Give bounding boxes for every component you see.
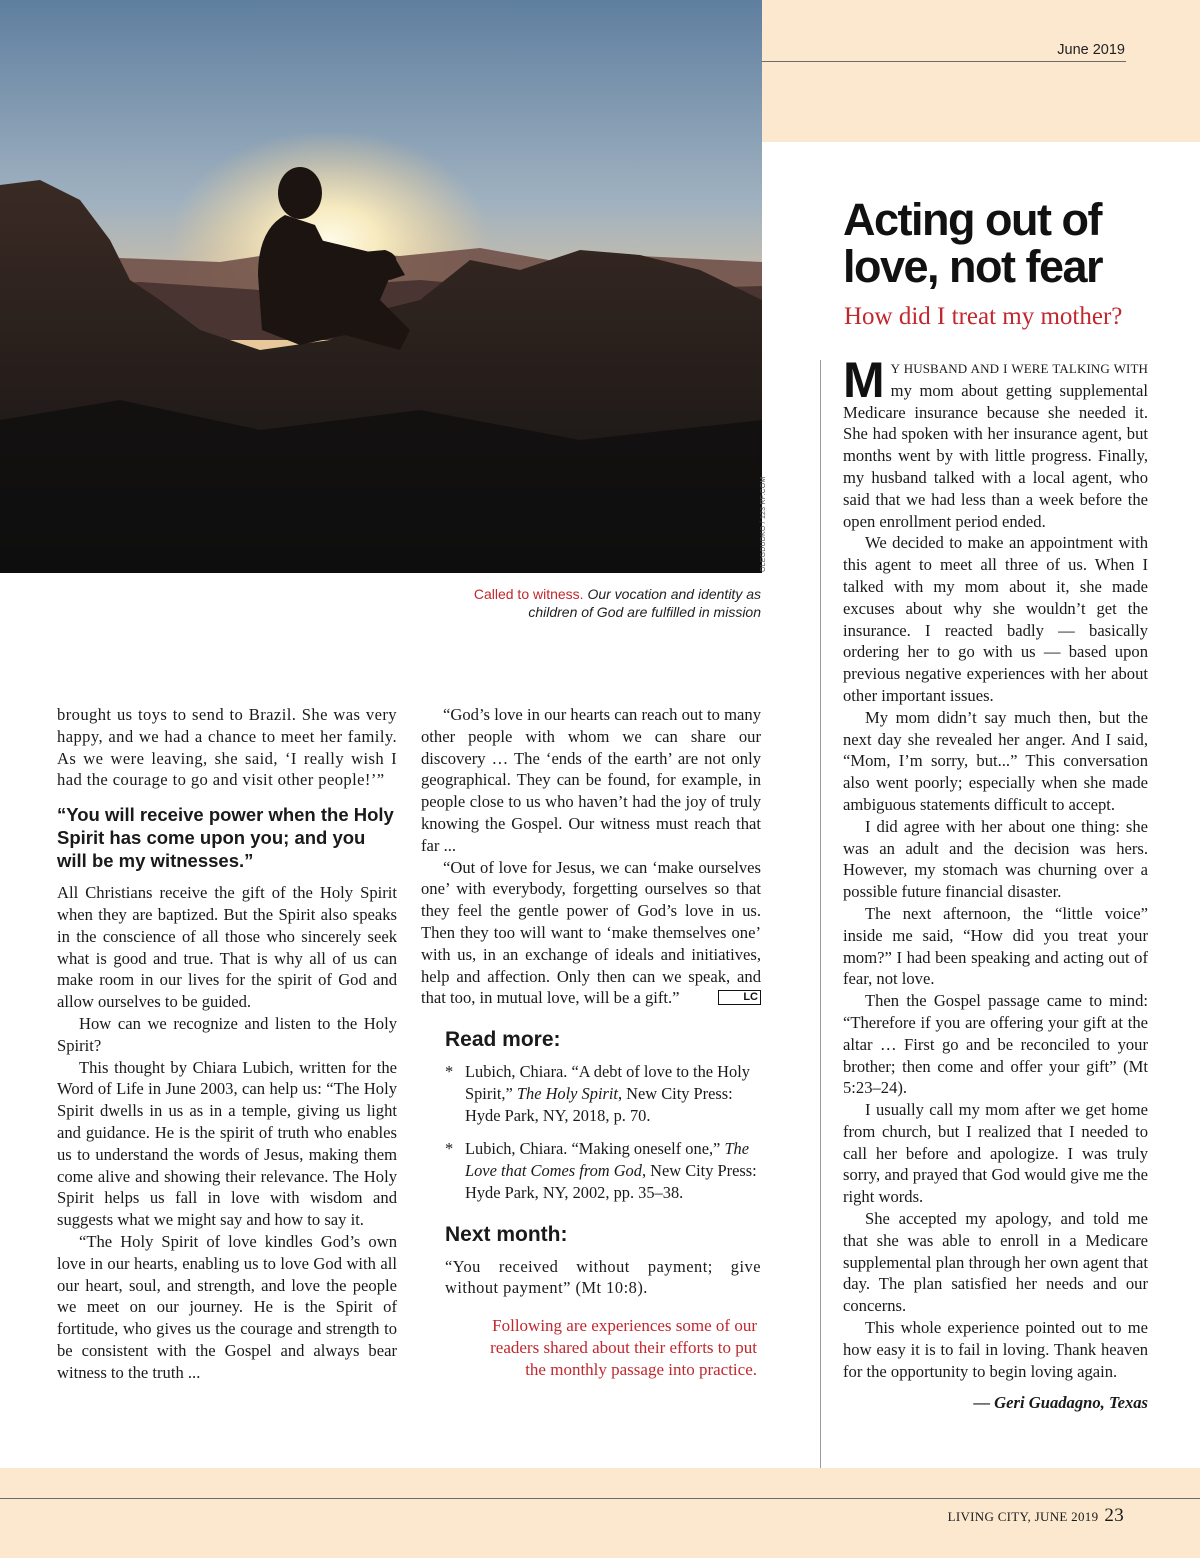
story-paragraph: I usually call my mom after we get home from church, but I realized that I needed to call her before and apologize. I was truly sorry, and prayed that God would give me the right words. — [843, 1100, 1148, 1207]
reference-item — [445, 1138, 761, 1203]
header-rule — [762, 61, 1126, 62]
column-divider — [820, 360, 821, 1500]
author-signature: — Geri Guadagno, Texas — [973, 1393, 1148, 1413]
left-column — [57, 704, 397, 1384]
col1-paragraph: All Christians receive the gift of the Holy Spirit when they are baptized. But the Spirit also speaks in the conscience of all those who sincerely seek what is good and true. That is why all of us can make room in our lives for the spirit of God and allow ourselves to be guided. — [57, 883, 397, 1012]
col1-paragraph: This thought by Chiara Lubich, written for the Word of Life in June 2003, can help us: “The Holy Spirit dwells in us as in a temple, giving us light and guidance. He is the spirit of truth who enables us to understand the words of Jesus, making them come alive and showing their relevance. The Holy Spirit helps us fall in love with wisdom and suggests what we might say and how to say it. — [57, 1057, 397, 1230]
article-headline: Acting out of love, not fear — [843, 194, 1103, 292]
pull-quote: “You will receive power when the Holy Spirit has come upon you; and you will be my witnesses.” — [57, 804, 394, 872]
story-paragraph: The next afternoon, the “little voice” inside me said, “How did you treat your mom?” I had been speaking and acting out of fear, not love. — [843, 903, 1148, 989]
first-paragraph-text: my mom about getting supplemental Medicare insurance because she needed it. She had spoken with her insurance agent, but months went by with little progress. Finally, my husband talked with a local agent, who said that we had less than a week before the open enrollment period ended. — [843, 380, 1148, 531]
issue-date: June 2019 — [1057, 42, 1125, 58]
first-paragraph — [843, 352, 1148, 532]
col2-paragraph — [421, 857, 761, 1010]
col1-continued-paragraph: brought us toys to send to Brazil. She was very happy, and we had a chance to meet her family. As we were leaving, she said, ‘I really wish I had the courage to go and visit other people!’” — [57, 705, 397, 790]
story-paragraph: She accepted my apology, and told me that she was able to enroll in a Medicare supplemental plan through her own agent that day. The plan satisfied her needs and our concerns. — [843, 1209, 1148, 1316]
reference-publisher: , New City Press: Hyde Park, NY, 2018, p. 70. — [465, 1083, 733, 1125]
folio — [948, 1505, 1124, 1527]
publication-name: LIVING CITY, JUNE 2019 — [947, 1509, 1099, 1524]
col2-paragraph: “God’s love in our hearts can reach out to many other people with whom we can share our discovery … The ‘ends of the earth’ are not only geographical. They can be found, for example, in people close to us who haven’t had the joy of truly knowing the Gospel. Our witness must reach that far ... — [421, 705, 761, 855]
reference-title: The Love that Comes from God — [465, 1139, 750, 1181]
col1-paragraph: How can we recognize and listen to the Holy Spirit? — [57, 1013, 397, 1055]
sunset-silhouette-image — [0, 0, 762, 573]
photo-credit: OLEGDUDKO / 123 RF.COM — [760, 476, 767, 572]
story-paragraph: I did agree with her about one thing: she was an adult and the decision was hers. However, my stomach was churning over a possible future financial disaster. — [843, 816, 1148, 902]
col1-paragraph: “The Holy Spirit of love kindles God’s own love in our hearts, enabling us to love God with all our heart, soul, and strength, and love the people we meet on our journey. He is the Spirit of fortitude, who gives us the courage and strength to be consistent with the Gospel and always bear witness to the truth ... — [57, 1231, 397, 1382]
middle-column — [421, 704, 761, 1381]
article-subhead: How did I treat my mother? — [844, 303, 1123, 330]
footer-rule — [0, 1498, 1200, 1499]
drop-cap: M — [843, 352, 885, 408]
lead-in-caps: Y HUSBAND AND I WERE TALKING WITH — [890, 361, 1148, 376]
caption-lead: Called to witness. — [473, 586, 584, 602]
photo-caption — [461, 585, 761, 621]
read-more-heading: Read more: — [445, 1028, 561, 1052]
story-paragraph: This whole experience pointed out to me how easy it is to fail in loving. Thank heaven for the opportunity to begin loving again. — [843, 1318, 1148, 1381]
reference-title: The Holy Spirit — [516, 1083, 618, 1103]
reference-author: Lubich, Chiara. “Making oneself one,” — [465, 1139, 725, 1159]
page-number: 23 — [1104, 1505, 1124, 1526]
col2-last-paragraph-text: “Out of love for Jesus, we can ‘make ourselves one’ with everybody, forgetting ourselves so that they feel the gentle power of God’s love in us. Then they too will want to ‘make themselves one’ with us, in an exchange of ideals and initiatives, help and affection. Only then can we speak, and that too, in mutual love, will be a gift.” — [421, 857, 761, 1008]
story-paragraph: Then the Gospel passage came to mind: “Therefore if you are offering your gift at the altar … First go and be reconciled to your brother; then come and offer your gift” (Mt 5:23–24). — [843, 991, 1148, 1098]
next-month-quote: “You received without payment; give without payment” (Mt 10:8). — [445, 1256, 761, 1298]
living-city-end-logo: LC — [718, 990, 761, 1005]
reference-item — [445, 1061, 761, 1126]
next-month-heading: Next month: — [445, 1222, 568, 1246]
reference-list — [445, 1061, 761, 1204]
right-column — [843, 352, 1148, 1414]
reference-author: Lubich, Chiara. “A debt of love to the Holy Spirit,” — [465, 1061, 750, 1103]
caption-text: Our vocation and identity as children of God are fulfilled in mission — [528, 586, 761, 620]
story-paragraph: My mom didn’t say much then, but the next day she revealed her anger. And I said, “Mom, I’m sorry, but...” This conversation also went poorly; especially when she made ambiguous statements difficult to accept. — [843, 707, 1148, 814]
story-paragraph: We decided to make an appointment with this agent to meet all three of us. When I talked with my mom about it, she made excuses about why she wouldn’t get the insurance. I reacted badly — basically ordering her to go with us — based upon previous negative experiences with her about other important issues. — [843, 533, 1148, 705]
hero-photo — [0, 0, 762, 573]
header-band — [762, 0, 1200, 142]
reference-publisher: , New City Press: Hyde Park, NY, 2002, pp. 35–38. — [465, 1161, 757, 1202]
experiences-intro: Following are experiences some of our readers shared about their efforts to put the monthly passage into practice. — [490, 1316, 757, 1380]
